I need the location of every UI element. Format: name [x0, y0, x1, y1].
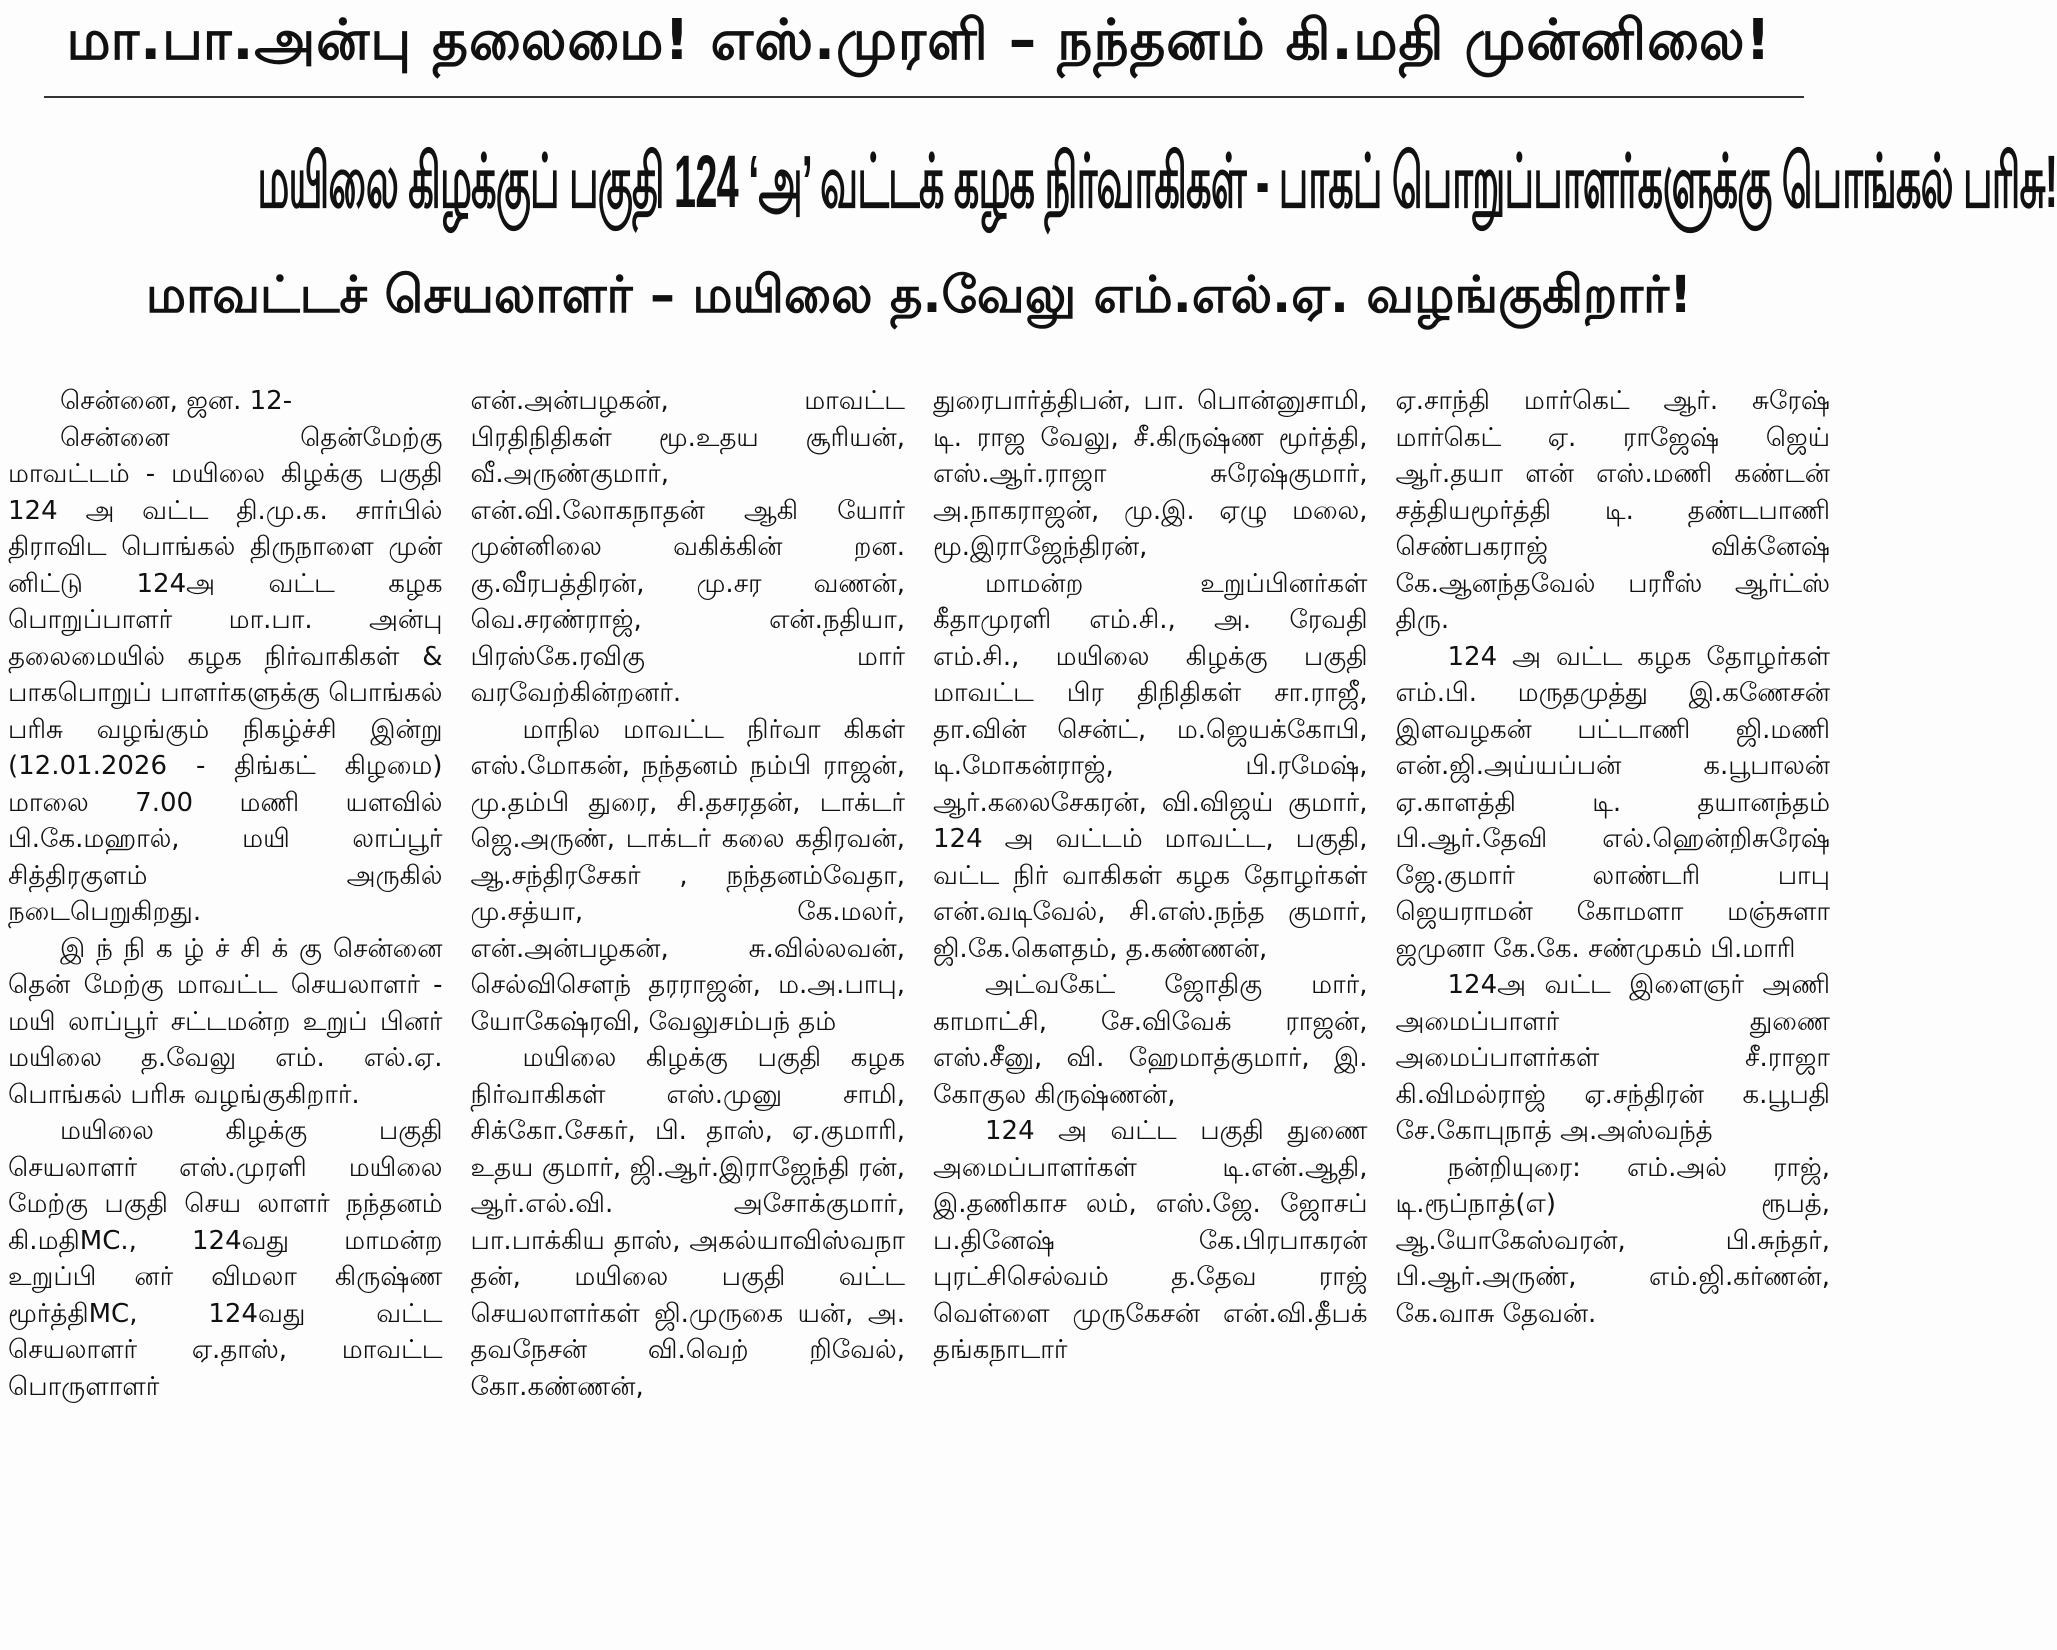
paragraph: மாநில மாவட்ட நிர்வா கிகள் எஸ்.மோகன், நந்தனம் நம்பி ராஜன், மு.தம்பி துரை, சி.தசரதன், டாக்டர் ஜெ.அருண், டாக்டர் கலை கதிரவன், ஆ.சந்திரசேகர் , நந்தனம்வேதா, மு.சத்யா, கே.மலர், என்.அன்பழகன், சு.வில்லவன், செல்விசௌந் தரராஜன், ம.அ.பாபு, யோகேஷ்ரவி, வேலுசம்பந் தம்	[470, 714, 905, 1037]
paragraph: சென்னை தென்மேற்கு மாவட்டம் - மயிலை கிழக்கு பகுதி 124 அ வட்ட தி.மு.க. சார்பில் திராவிட பொங்கல் திருநாளை முன் னிட்டு 124அ வட்ட கழக பொறுப்பாளர் மா.பா. அன்பு தலைமையில் கழக நிர்வாகிகள் & பாகபொறுப் பாளர்களுக்கு பொங்கல் பரிசு வழங்கும் நிகழ்ச்சி இன்று (12.01.2026 - திங்கட் கிழமை) மாலை 7.00 மணி யளவில் பி.கே.மஹால், மயி லாப்பூர் சித்திரகுளம் அருகில் நடைபெறுகிறது.	[8, 422, 443, 927]
headline-top: மா.பா.அன்பு தலைமை! எஸ்.முரளி – நந்தனம் கி.மதி முன்னிலை!	[66, 8, 1772, 73]
paragraph: நன்றியுரை: எம்.அல் ராஜ், டி.ரூப்நாத்(எ) ரூபத், ஆ.யோகேஸ்வரன், பி.சுந்தர், பி.ஆர்.அருண், எம்.ஜி.கர்ணன், கே.வாசு தேவன்.	[1395, 1152, 1830, 1329]
headline-divider	[44, 96, 1804, 98]
paragraph: 124 அ வட்ட கழக தோழர்கள் எம்.பி. மருதமுத்து இ.கணேசன் இளவழகன் பட்டாணி ஜி.மணி என்.ஜி.அய்யப்பன் க.பூபாலன் ஏ.காளத்தி டி. தயானந்தம் பி.ஆர்.தேவி எல்.ஹென்றிசுரேஷ் ஜே.குமார் லாண்டரி பாபு ஜெயராமன் கோமளா மஞ்சுளா ஜமுனா கே.கே. சண்முகம் பி.மாரி	[1395, 641, 1830, 964]
paragraph: அட்வகேட் ஜோதிகு மார், காமாட்சி, சே.விவேக் ராஜன், எஸ்.சீனு, வி. ஹேமாத்குமார், இ. கோகுல கிருஷ்ணன்,	[933, 970, 1368, 1110]
paragraph: என்.அன்பழகன், மாவட்ட பிரதிநிதிகள் மூ.உதய சூரியன், வீ.அருண்குமார், என்.வி.லோகநாதன் ஆகி யோர் முன்னிலை வகிக்கின் றன. கு.வீரபத்திரன், மு.சர வணன், வெ.சரண்ராஜ், என்.நதியா, பிரஸ்கே.ரவிகு மார் வரவேற்கின்றனர்.	[470, 386, 905, 708]
paragraph: மயிலை கிழக்கு பகுதி செயலாளர் எஸ்.முரளி மயிலை மேற்கு பகுதி செய லாளர் நந்தனம் கி.மதிMC., 124வது மாமன்ற உறுப்பி னர் விமலா கிருஷ்ண மூர்த்திMC, 124வது வட்ட செயலாளர் ஏ.தாஸ், மாவட்ட பொருளாளர்	[8, 1116, 443, 1402]
paragraph: மாமன்ற உறுப்பினர்கள் கீதாமுரளி எம்.சி., அ. ரேவதி எம்.சி., மயிலை கிழக்கு பகுதி மாவட்ட பிர திநிதிகள் சா.ராஜீ, தா.வின் சென்ட், ம.ஜெயக்கோபி, டி.மோகன்ராஜ், பி.ரமேஷ், ஆர்.கலைசேகரன், வி.விஜய் குமார், 124 அ வட்டம் மாவட்ட, பகுதி, வட்ட நிர் வாகிகள் கழக தோழர்கள் என்.வடிவேல், சி.எஸ்.நந்த குமார், ஜி.கே.கௌதம், த.கண்ணன்,	[933, 568, 1368, 964]
paragraph: ஏ.சாந்தி மார்கெட் ஆர். சுரேஷ் மார்கெட் ஏ. ராஜேஷ் ஜெய் ஆர்.தயா ளன் எஸ்.மணி கண்டன் சத்தியமூர்த்தி டி. தண்டபாணி செண்பகராஜ் விக்னேஷ் கே.ஆனந்தவேல் பரரீஸ் ஆர்ட்ஸ் திரு.	[1395, 386, 1830, 635]
paragraph: 124அ வட்ட இளைஞர் அணி அமைப்பாளர் துணை அமைப்பாளர்கள் சீ.ராஜா கி.விமல்ராஜ் ஏ.சந்திரன் க.பூபதி சே.கோபுநாத் அ.அஸ்வந்த்	[1395, 970, 1830, 1146]
paragraph: சென்னை, ஜன. 12-	[60, 386, 293, 416]
paragraph: மயிலை கிழக்கு பகுதி கழக நிர்வாகிகள் எஸ்.முனு சாமி, சிக்கோ.சேகர், பி. தாஸ், ஏ.குமாரி, உதய குமார், ஜி.ஆர்.இராஜேந்தி ரன், ஆர்.எல்.வி. அசோக்குமார், பா.பாக்கிய தாஸ், அகல்யாவிஸ்வநா தன், மயிலை பகுதி வட்ட செயலாளர்கள் ஜி.முருகை யன், அ. தவநேசன் வி.வெற் றிவேல், கோ.கண்ணன்,	[470, 1043, 905, 1402]
column-3	[933, 383, 1368, 1650]
article-body	[8, 383, 1830, 1650]
column-1	[8, 383, 443, 1650]
headline-sub: மாவட்டச் செயலாளர் – மயிலை த.வேலு எம்.எல்.ஏ. வழங்குகிறார்!	[145, 266, 1693, 325]
paragraph: இ ந் நி க ழ் ச் சி க் கு சென்னை தென் மேற்கு மாவட்ட செயலாளர் - மயி லாப்பூர் சட்டமன்ற உறுப் பினர் மயிலை த.வேலு எம். எல்.ஏ. பொங்கல் பரிசு வழங்குகிறார்.	[8, 933, 443, 1110]
paragraph: 124 அ வட்ட பகுதி துணை அமைப்பாளர்கள் டி.என்.ஆதி, இ.தணிகாச லம், எஸ்.ஜே. ஜோசப் ப.தினேஷ் கே.பிரபாகரன் புரட்சிசெல்வம் த.தேவ ராஜ் வெள்ளை முருகேசன் என்.வி.தீபக் தங்கநாடார்	[933, 1116, 1368, 1365]
paragraph: துரைபார்த்திபன், பா. பொன்னுசாமி, டி. ராஜ வேலு, சீ.கிருஷ்ண மூர்த்தி, எஸ்.ஆர்.ராஜா சுரேஷ்குமார், அ.நாகராஜன், மு.இ. ஏழு மலை, மூ.இராஜேந்திரன்,	[933, 386, 1368, 562]
column-4	[1396, 383, 1831, 1650]
column-2	[471, 383, 906, 1650]
headline-main: மயிலை கிழக்குப் பகுதி 124 ‘அ’ வட்டக் கழக நிர்வாகிகள் - பாகப் பொறுப்பாளர்களுக்கு பொங்கல் பரிசு!	[257, 139, 2057, 224]
